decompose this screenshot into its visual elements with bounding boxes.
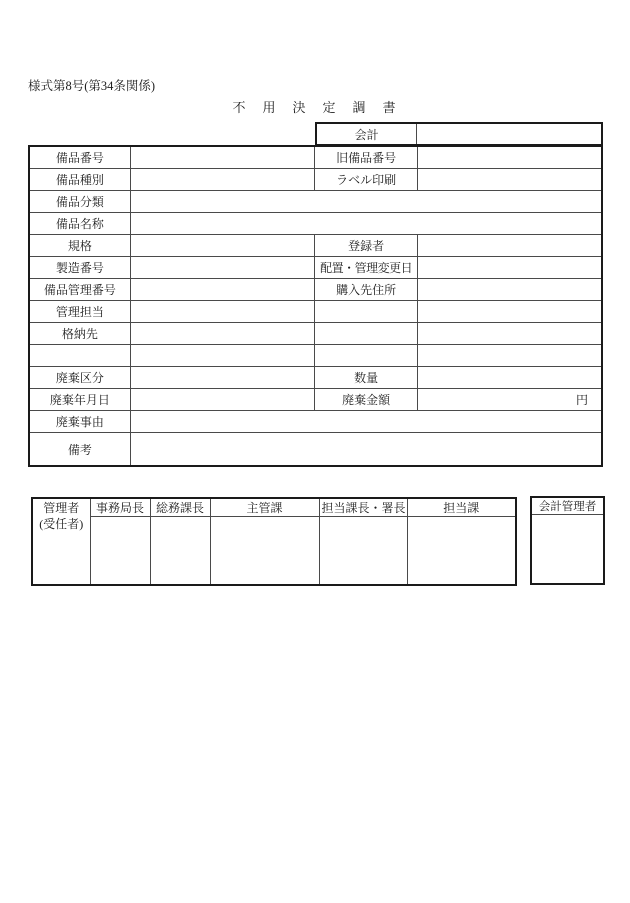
field-value-cell xyxy=(130,146,315,169)
field-label: 備品管理番号 xyxy=(29,279,130,301)
table-row xyxy=(29,323,602,345)
field-value-cell xyxy=(417,323,602,345)
table-row xyxy=(29,389,602,411)
table-row xyxy=(29,257,602,279)
field-value-cell xyxy=(417,257,602,279)
field-value-cell: 円 xyxy=(417,389,602,411)
approval-stamp-cell xyxy=(150,517,210,586)
accounting-manager-table xyxy=(530,496,605,585)
field-value-cell xyxy=(417,169,602,191)
field-label xyxy=(315,345,417,367)
field-value-cell xyxy=(130,323,315,345)
field-label: ラベル印刷 xyxy=(315,169,417,191)
field-value-cell xyxy=(417,235,602,257)
table-row xyxy=(32,517,516,586)
field-label: 登録者 xyxy=(315,235,417,257)
field-label: 管理担当 xyxy=(29,301,130,323)
field-label: 廃棄事由 xyxy=(29,411,130,433)
field-value-cell xyxy=(130,301,315,323)
main-table xyxy=(28,145,603,467)
table-row xyxy=(29,235,602,257)
approval-stamp-cell xyxy=(90,517,150,586)
table-row xyxy=(29,191,602,213)
field-label xyxy=(29,345,130,367)
table-row xyxy=(29,345,602,367)
table-row xyxy=(32,498,516,517)
field-value-cell xyxy=(417,146,602,169)
approval-column-header: 事務局長 xyxy=(90,498,150,517)
field-label: 配置・管理変更日 xyxy=(315,257,417,279)
table-row xyxy=(29,433,602,467)
field-label: 数量 xyxy=(315,367,417,389)
table-row xyxy=(29,301,602,323)
field-label: 格納先 xyxy=(29,323,130,345)
field-value-cell xyxy=(130,389,315,411)
table-row xyxy=(531,497,604,515)
field-label: 廃棄年月日 xyxy=(29,389,130,411)
field-label: 廃棄区分 xyxy=(29,367,130,389)
deputy-label: (受任者) xyxy=(39,517,84,532)
field-value-cell xyxy=(130,235,315,257)
form-number: 様式第8号(第34条関係) xyxy=(28,79,156,93)
approval-stamp-cell xyxy=(210,517,319,586)
table-row xyxy=(29,213,602,235)
approval-stamp-cell xyxy=(407,517,516,586)
field-label: 備品種別 xyxy=(29,169,130,191)
approval-column-header: 担当課 xyxy=(407,498,516,517)
field-label xyxy=(315,301,417,323)
approval-column-header: 総務課長 xyxy=(150,498,210,517)
accounting-manager-header: 会計管理者 xyxy=(531,497,604,515)
table-row xyxy=(29,146,602,169)
field-label: 会計 xyxy=(316,123,417,145)
approval-stamp-cell xyxy=(319,517,407,586)
table-row xyxy=(29,411,602,433)
field-value-cell xyxy=(417,123,602,145)
table-row xyxy=(531,515,604,585)
field-label: 購入先住所 xyxy=(315,279,417,301)
field-value-cell xyxy=(130,345,315,367)
approval-column-manager xyxy=(32,498,90,585)
manager-label: 管理者 xyxy=(43,501,80,515)
field-label: 備考 xyxy=(29,433,130,467)
field-value-cell xyxy=(417,279,602,301)
field-label: 備品分類 xyxy=(29,191,130,213)
field-value-cell xyxy=(130,213,602,235)
field-label: 廃棄金額 xyxy=(315,389,417,411)
field-label: 製造番号 xyxy=(29,257,130,279)
field-value-cell xyxy=(130,191,602,213)
field-value-cell xyxy=(130,433,602,467)
approval-table xyxy=(31,497,517,586)
table-row xyxy=(29,367,602,389)
approval-column-header: 主管課 xyxy=(210,498,319,517)
field-value-cell xyxy=(130,257,315,279)
table-row xyxy=(29,279,602,301)
document-title: 不 用 決 定 調 書 xyxy=(232,100,398,115)
field-value-cell xyxy=(130,169,315,191)
account-table xyxy=(315,122,603,146)
field-value-cell xyxy=(417,367,602,389)
table-row xyxy=(316,123,602,145)
table-row xyxy=(29,169,602,191)
field-label: 旧備品番号 xyxy=(315,146,417,169)
field-label xyxy=(315,323,417,345)
field-label: 規格 xyxy=(29,235,130,257)
field-label: 備品名称 xyxy=(29,213,130,235)
approval-stamp-cell xyxy=(531,515,604,585)
field-value-cell xyxy=(130,367,315,389)
field-label: 備品番号 xyxy=(29,146,130,169)
field-value-cell xyxy=(130,411,602,433)
field-value-cell xyxy=(130,279,315,301)
field-value-cell xyxy=(417,345,602,367)
field-value-cell xyxy=(417,301,602,323)
approval-column-header: 担当課長・署長 xyxy=(319,498,407,517)
